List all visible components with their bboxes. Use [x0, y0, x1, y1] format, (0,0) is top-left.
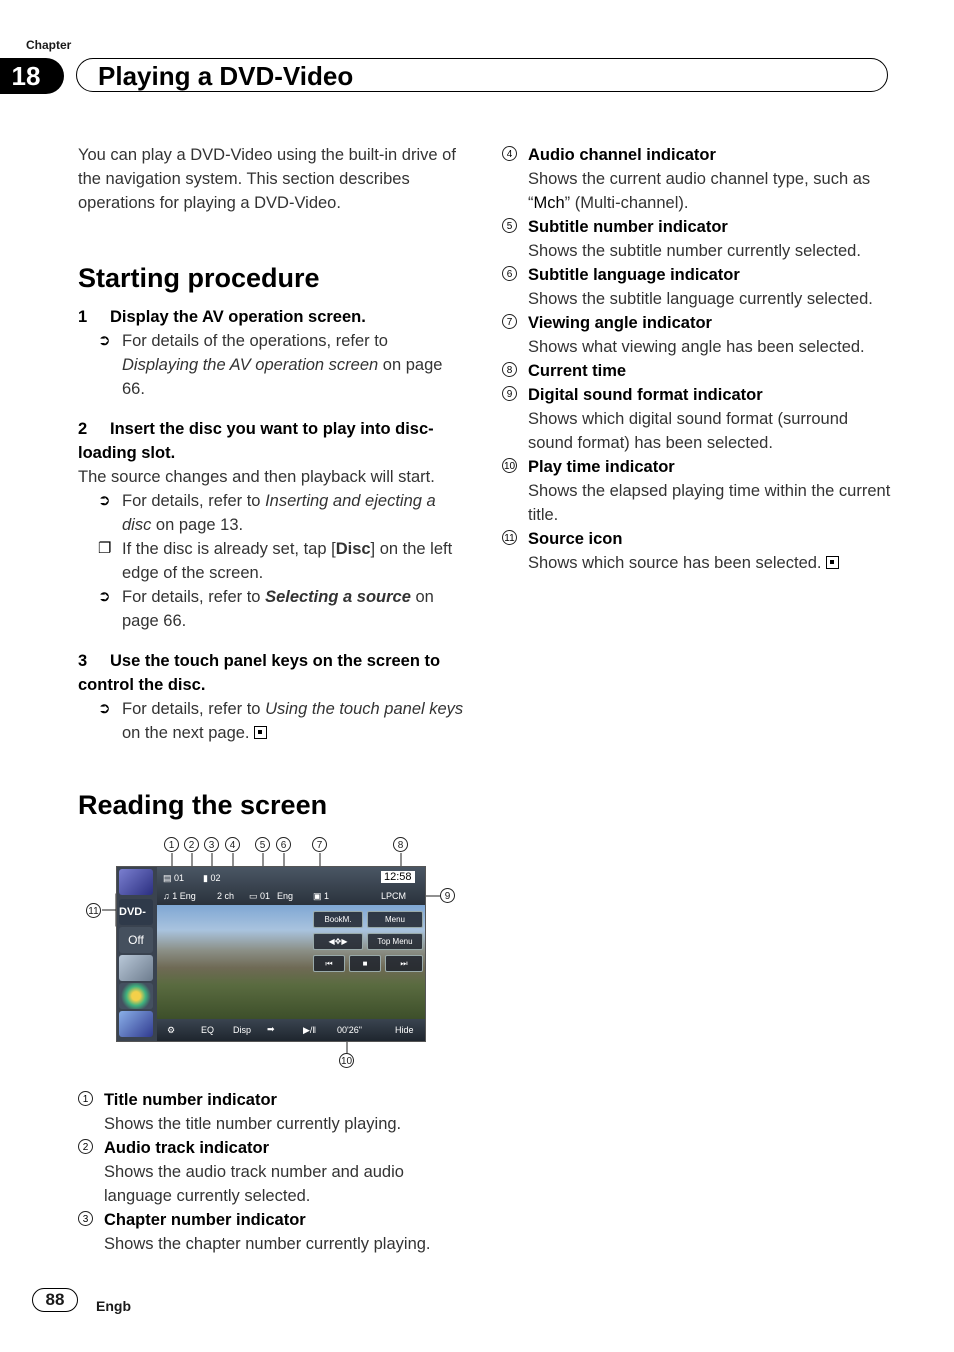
- settings-icon[interactable]: ⚙: [167, 1025, 176, 1035]
- step-3: 3 Use the touch panel keys on the screen to control the disc.: [78, 652, 441, 694]
- callout-5: 5: [255, 837, 270, 852]
- item-7-title: 7 Viewing angle indicator: [502, 311, 894, 335]
- item-2-desc: Shows the audio track number and audio language currently selected.: [104, 1163, 404, 1205]
- left-column: [78, 143, 468, 745]
- callout-9: 9: [440, 888, 455, 903]
- item-9-title: 9 Digital sound format indicator: [502, 383, 894, 407]
- item-11-title: 11 Source icon: [502, 527, 894, 551]
- legend-left: [78, 1088, 468, 1256]
- item-10-title: 10 Play time indicator: [503, 458, 675, 476]
- item-5-desc: Shows the subtitle number currently selected.: [528, 242, 861, 260]
- arrow-icon[interactable]: ➡: [267, 1024, 275, 1034]
- off-button[interactable]: Off: [119, 927, 153, 953]
- chapter-label: Chapter: [26, 38, 72, 52]
- callout-4: 4: [225, 837, 240, 852]
- callout-7: 7: [312, 837, 327, 852]
- item-8-title: 8 Current time: [502, 359, 894, 383]
- step-2-body: The source changes and then playback will start.: [78, 468, 435, 486]
- item-6-desc: Shows the subtitle language currently selected.: [528, 290, 873, 308]
- source-sidebar: [117, 867, 157, 1042]
- hide-button[interactable]: Hide: [395, 1025, 414, 1035]
- item-11-desc: Shows which source has been selected.: [502, 551, 894, 575]
- callout-2: 2: [184, 837, 199, 852]
- dvd-screen-figure: [116, 866, 426, 1042]
- control-bar: [157, 1019, 426, 1042]
- starting-heading: Starting procedure: [78, 263, 320, 293]
- bookmark-button[interactable]: BookM.: [313, 911, 363, 928]
- disc-icon[interactable]: [119, 983, 153, 1009]
- end-mark-icon: [826, 556, 839, 569]
- arrow-icon: ➲: [98, 588, 111, 605]
- step-2-note-3: ➲ For details, refer to Selecting a source on page 66.: [78, 585, 468, 633]
- stop-button[interactable]: ■: [349, 955, 381, 972]
- page-number: 88: [32, 1288, 78, 1312]
- chapter-title: Playing a DVD-Video: [98, 61, 354, 91]
- callout-1: 1: [164, 837, 179, 852]
- item-4-desc: Shows the current audio channel type, such as “Mch” (Multi-channel).: [528, 170, 871, 212]
- step-2-note-2: ❐ If the disc is already set, tap [Disc] on the left edge of the screen.: [78, 537, 468, 585]
- reading-heading: Reading the screen: [78, 790, 328, 820]
- direction-button[interactable]: ◀✥▶: [313, 933, 363, 950]
- item-10-desc: Shows the elapsed playing time within the current title.: [528, 482, 891, 524]
- checkbox-icon: ❐: [98, 540, 112, 557]
- eq-button[interactable]: EQ: [201, 1025, 215, 1035]
- legend-right: [502, 143, 894, 575]
- source-icon: DVD-: [119, 899, 153, 925]
- callout-8: 8: [393, 837, 408, 852]
- play-time: 00'26": [337, 1025, 362, 1035]
- step-1-note: ➲ For details of the operations, refer to Displaying the AV operation screen on page 66.: [78, 329, 468, 401]
- top-menu-button[interactable]: Top Menu: [367, 933, 423, 950]
- step-3-note: ➲ For details, refer to Using the touch panel keys on the next page.: [78, 697, 468, 745]
- item-4-title: 4 Audio channel indicator: [502, 143, 894, 167]
- step-2: 2 Insert the disc you want to play into disc-loading slot.: [78, 420, 434, 462]
- item-1-desc: Shows the title number currently playing.: [104, 1115, 402, 1133]
- video-area: [157, 905, 426, 1019]
- item-1-title: 1 Title number indicator: [78, 1088, 468, 1112]
- arrow-icon: ➲: [98, 700, 111, 717]
- step-1: 1 Display the AV operation screen.: [78, 308, 366, 326]
- status-bar: ▤ 01 ▮ 02 12:58 ♫ 1 Eng 2 ch ▭ 01 Eng ▣ 1 LPCM: [157, 867, 426, 905]
- item-6-title: 6 Subtitle language indicator: [502, 263, 894, 287]
- callout-10: 10: [339, 1053, 354, 1068]
- previous-button[interactable]: ⏮: [313, 955, 345, 972]
- item-2-title: 2 Audio track indicator: [78, 1136, 468, 1160]
- item-9-desc: Shows which digital sound format (surround sound format) has been selected.: [528, 410, 849, 452]
- disp-button[interactable]: Disp: [233, 1025, 252, 1035]
- clock: 12:58: [381, 871, 415, 883]
- language-code: Engb: [96, 1298, 131, 1314]
- callout-11: 11: [86, 903, 101, 918]
- item-5-title: 5 Subtitle number indicator: [502, 215, 894, 239]
- chapter-number: 18: [0, 58, 64, 94]
- item-3-desc: Shows the chapter number currently playing.: [104, 1235, 431, 1253]
- menu-button[interactable]: Menu: [367, 911, 423, 928]
- callout-3: 3: [204, 837, 219, 852]
- item-3-title: 3 Chapter number indicator: [78, 1208, 468, 1232]
- arrow-icon: ➲: [98, 492, 111, 509]
- callout-6: 6: [276, 837, 291, 852]
- end-mark-icon: [254, 726, 267, 739]
- play-pause-button[interactable]: ▶/‖: [303, 1025, 317, 1035]
- arrow-icon: ➲: [98, 332, 111, 349]
- step-2-note-1: ➲ For details, refer to Inserting and ejecting a disc on page 13.: [78, 489, 468, 537]
- next-button[interactable]: ⏭: [385, 955, 423, 972]
- intro-text: You can play a DVD-Video using the built-in drive of the navigation system. This section describes operations for playing a DVD-Video.: [78, 146, 456, 212]
- item-7-desc: Shows what viewing angle has been selected.: [528, 338, 865, 356]
